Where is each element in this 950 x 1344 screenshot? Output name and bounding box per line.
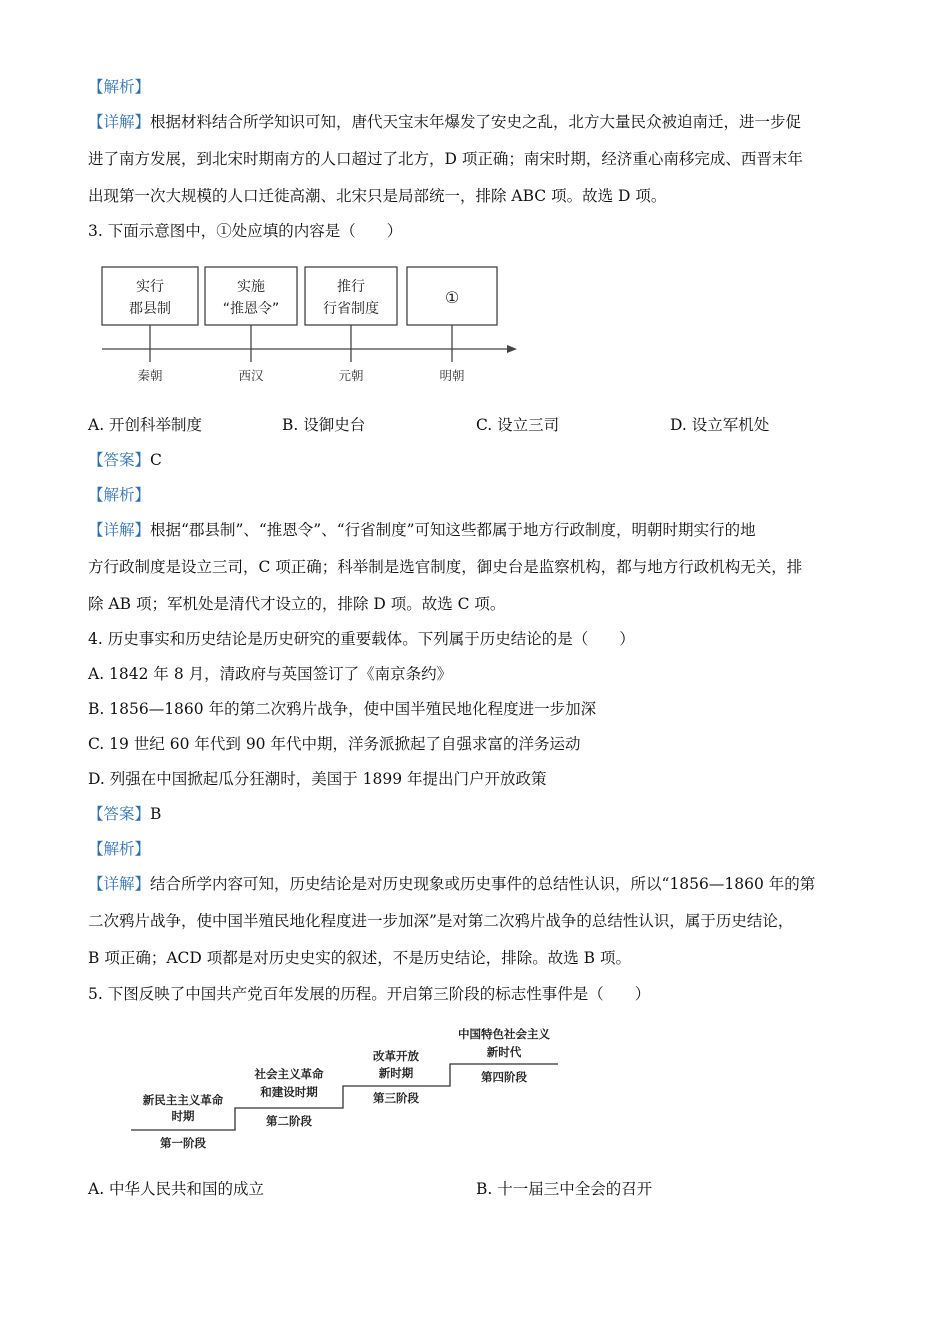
q3-box-1-line2: 郡县制 [129, 301, 171, 317]
q4-option-a: A. 1842 年 8 月，清政府与英国签订了《南京条约》 [88, 665, 453, 683]
q4-detail-line-2: 二次鸦片战争，使中国半殖民地化程度进一步加深”是对第二次鸦片战争的总结性认识，属于历史结论， [88, 912, 794, 930]
q4-detail-line-1: 【详解】结合所学内容可知，历史结论是对历史现象或历史事件的总结性认识，所以“1856—1860 年的第 [88, 875, 816, 893]
q2-detail-tag: 【详解】 [88, 113, 151, 131]
q4-option-c: C. 19 世纪 60 年代到 90 年代中期，洋务派掀起了自强求富的洋务运动 [88, 735, 581, 753]
q4-option-b: B. 1856—1860 年的第二次鸦片战争，使中国半殖民地化程度进一步加深 [88, 700, 597, 718]
q4-option-d: D. 列强在中国掀起瓜分狂潮时，美国于 1899 年提出门户开放政策 [88, 770, 547, 788]
q3-answer-value: C [150, 451, 162, 469]
q4-stem: 4. 历史事实和历史结论是历史研究的重要载体。下列属于历史结论的是（ ） [88, 630, 635, 648]
q5-stage-1: 第一阶段 [160, 1136, 206, 1150]
q3-detail-tag: 【详解】 [88, 521, 151, 539]
q4-answer-tag: 【答案】 [88, 805, 151, 823]
q5-step-4-line1: 中国特色社会主义 [458, 1027, 550, 1041]
q5-stage-diagram [128, 1022, 568, 1157]
arrow-right-icon [507, 345, 517, 353]
q3-dynasty-2: 西汉 [238, 368, 264, 383]
q3-option-b: B. 设御史台 [282, 416, 366, 434]
q3-dynasty-1: 秦朝 [137, 368, 163, 383]
q2-detail-line-2: 进了南方发展，到北宋时期南方的人口超过了北方，D 项正确；南宋时期，经济重心南移完成、西晋末年 [88, 150, 803, 168]
q3-box-3-line2: 行省制度 [323, 301, 379, 317]
q5-step-3-line1: 改革开放 [373, 1049, 419, 1063]
q3-detail-line-3: 除 AB 项；军机处是清代才设立的，排除 D 项。故选 C 项。 [88, 595, 506, 613]
q3-answer [88, 450, 162, 470]
q5-step-1-line2: 时期 [171, 1109, 195, 1123]
q3-answer-tag: 【答案】 [88, 451, 151, 469]
q5-stage-2: 第二阶段 [266, 1114, 312, 1128]
q3-detail-line-1: 【详解】根据“郡县制”、“推恩令”、“行省制度”可知这些都属于地方行政制度，明朝时期实行的地 [88, 521, 756, 539]
q3-dynasty-3: 元朝 [338, 368, 364, 383]
q2-detail-line-3: 出现第一次大规模的人口迁徙高潮、北宋只是局部统一，排除 ABC 项。故选 D 项。 [88, 187, 667, 205]
q3-stem: 3. 下面示意图中，①处应填的内容是（ ） [88, 222, 403, 240]
q5-option-a: A. 中华人民共和国的成立 [88, 1180, 265, 1198]
q3-box-4-line1: ① [444, 288, 460, 307]
q5-option-b: B. 十一届三中全会的召开 [476, 1180, 653, 1198]
q3-box-2-line1: 实施 [237, 279, 265, 295]
q4-detail-tag: 【详解】 [88, 875, 151, 893]
q2-detail-line-1: 【详解】根据材料结合所学知识可知，唐代天宝末年爆发了安史之乱，北方大量民众被迫南迁，进一步促 [88, 113, 802, 131]
q5-step-2-line1: 社会主义革命 [254, 1067, 324, 1081]
q5-stem: 5. 下图反映了中国共产党百年发展的历程。开启第三阶段的标志性事件是（ ） [88, 985, 651, 1003]
q3-timeline-diagram [95, 255, 525, 390]
q4-answer [88, 804, 161, 824]
q3-analysis-tag: 【解析】 [88, 486, 151, 504]
q5-step-1-line1: 新民主主义革命 [142, 1093, 224, 1107]
q4-detail-line-3: B 项正确；ACD 项都是对历史史实的叙述，不是历史结论，排除。故选 B 项。 [88, 949, 631, 967]
q3-dynasty-4: 明朝 [439, 368, 465, 383]
q3-box-2-line2: “推恩令” [222, 301, 280, 317]
q3-detail-line-2: 方行政制度是设立三司，C 项正确；科举制是选官制度，御史台是监察机构，都与地方行政机构无关，排 [88, 558, 803, 576]
q5-step-3-line2: 新时期 [378, 1066, 414, 1080]
q4-answer-value: B [150, 805, 162, 823]
q3-option-d: D. 设立军机处 [670, 416, 770, 434]
q2-analysis-tag: 【解析】 [88, 78, 151, 96]
q4-analysis-tag: 【解析】 [88, 840, 151, 858]
q5-step-2-line2: 和建设时期 [260, 1085, 318, 1099]
q5-stage-3: 第三阶段 [373, 1091, 419, 1105]
q3-option-c: C. 设立三司 [476, 416, 560, 434]
q3-box-1-line1: 实行 [136, 279, 164, 295]
q3-box-3-line1: 推行 [337, 279, 365, 295]
q3-option-a: A. 开创科举制度 [88, 416, 203, 434]
q5-step-4-line2: 新时代 [486, 1045, 522, 1059]
q5-stage-4: 第四阶段 [481, 1070, 527, 1084]
